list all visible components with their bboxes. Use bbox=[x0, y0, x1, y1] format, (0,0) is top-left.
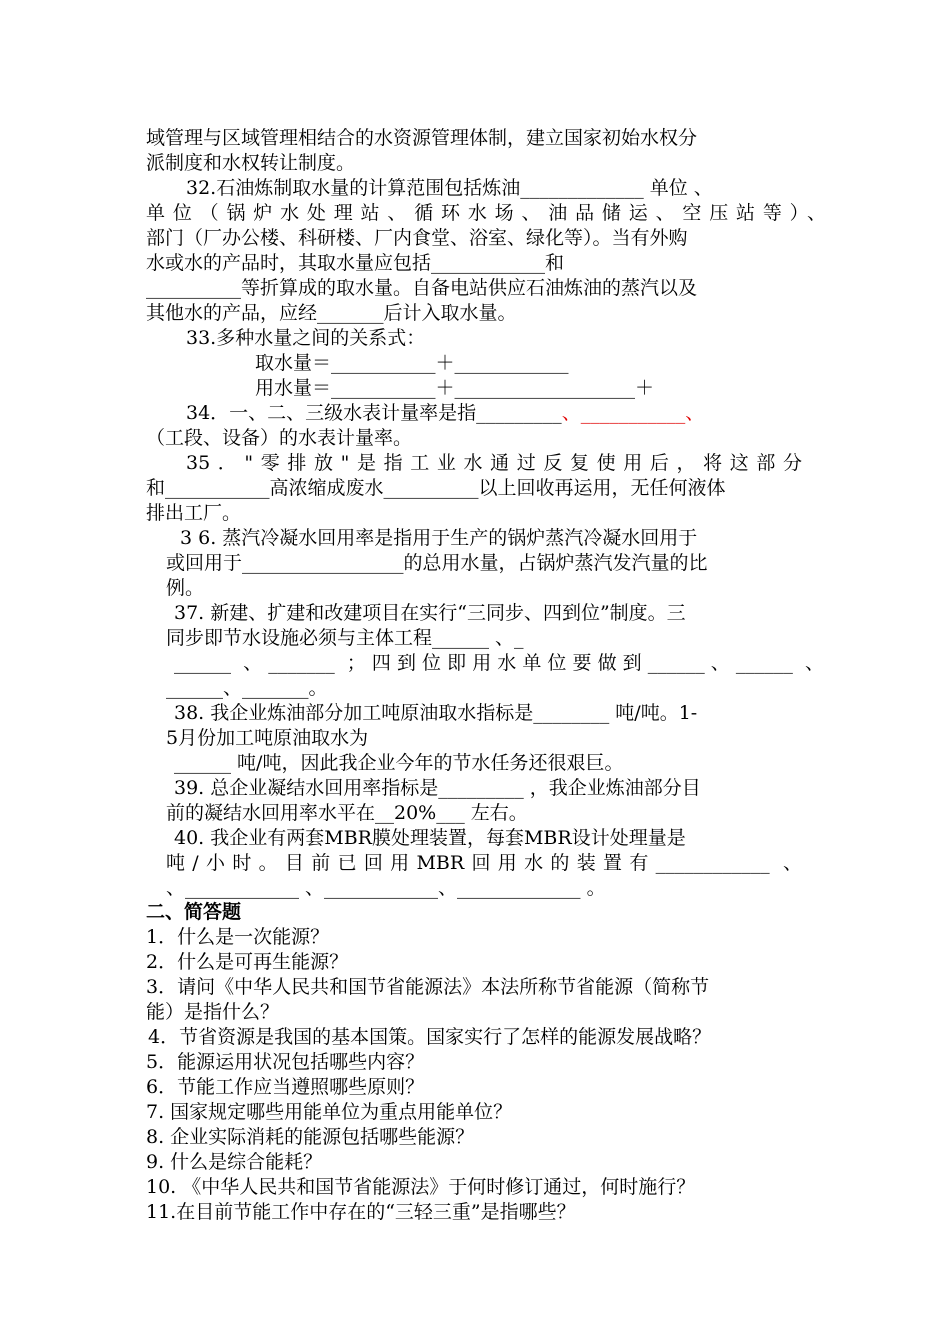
question-item: 9. 什么是综合能耗？ bbox=[146, 1151, 323, 1173]
q33-line-3: 用水量＝___________＋___________________＋ bbox=[255, 377, 655, 399]
q33-line-2: 取水量＝___________＋____________ bbox=[255, 352, 569, 374]
question-item: 能）是指什么？ bbox=[146, 1001, 280, 1023]
question-item: 2．什么是可再生能源？ bbox=[146, 951, 349, 973]
q35-line-3: 排出工厂。 bbox=[146, 502, 242, 524]
question-item: 3．请问《中华人民共和国节省能源法》本法所称节省能源（简称节 bbox=[146, 976, 710, 998]
q32-line-2: 单位（锅炉水处理站、循环水场、油品储运、空压站等）、 bbox=[146, 202, 826, 224]
question-item: 10. 《中华人民共和国节省能源法》于何时修订通过，何时施行？ bbox=[146, 1176, 696, 1198]
question-item: 7. 国家规定哪些用能单位为重点用能单位？ bbox=[146, 1101, 513, 1123]
question-item: 4．节省资源是我国的基本国策。国家实行了怎样的能源发展战略？ bbox=[148, 1026, 712, 1048]
q40-line-1: 40. 我企业有两套MBR膜处理装置，每套MBR设计处理量是 bbox=[174, 827, 686, 849]
q40-line-3: 、____________ 、____________、_____________ 。 bbox=[166, 877, 606, 899]
question-item: 1．什么是一次能源？ bbox=[146, 926, 330, 948]
q36-line-3: 例。 bbox=[166, 577, 205, 599]
q32-line-1: 32.石油炼制取水量的计算范围包括炼油_____________ 单位 、 bbox=[186, 177, 713, 199]
q40-line-2: 吨/小时。目前已回用MBR回用水的装置有____________ 、 bbox=[166, 852, 802, 874]
question-item: 5．能源运用状况包括哪些内容？ bbox=[146, 1051, 425, 1073]
question-item: 6．节能工作应当遵照哪些原则？ bbox=[146, 1076, 425, 1098]
q32-line-5: __________等折算成的取水量。自备电站供应石油炼油的蒸汽以及 bbox=[146, 277, 698, 299]
q34-line-1 bbox=[186, 401, 866, 425]
question-item: 8. 企业实际消耗的能源包括哪些能源？ bbox=[146, 1126, 475, 1148]
q36-line-2: 或回用于_________________的总用水量，占锅炉蒸汽发汽量的比 bbox=[166, 552, 708, 574]
q34-text: 34．一、二、三级水表计量率是指_________ bbox=[186, 402, 562, 424]
q35-line-1: 35．"零排放"是指工业水通过反复使用后，将这部分 bbox=[186, 452, 802, 474]
q37-line-3: ______ 、_______ ；四到位即用水单位要做到______、______ 、 bbox=[174, 652, 824, 674]
q35-line-2: 和___________高浓缩成废水__________以上回收再运用，无任何液体 bbox=[146, 477, 726, 499]
q32-line-6: 其他水的产品，应经_______后计入取水量。 bbox=[146, 302, 517, 324]
q38-line-2: 5月份加工吨原油取水为 bbox=[166, 727, 369, 749]
q38-line-1: 38. 我企业炼油部分加工吨原油取水指标是________ 吨/吨。1- bbox=[174, 702, 698, 724]
q37-line-2: 同步即节水设施必须与主体工程______ 、_ bbox=[166, 627, 524, 649]
section-heading: 二、简答题 bbox=[146, 901, 242, 923]
q39-line-2: 前的凝结水回用率水平在__20%___ 左右。 bbox=[166, 802, 528, 824]
q34-red-blank: 、___________、 bbox=[561, 402, 705, 424]
q37-line-1: 37. 新建、扩建和改建项目在实行“三同步、四到位”制度。三 bbox=[174, 602, 686, 624]
q37-line-4: ______、_______。 bbox=[166, 677, 328, 699]
q34-line-2: （工段、设备）的水表计量率。 bbox=[146, 427, 413, 449]
q33-line-1: 33.多种水量之间的关系式： bbox=[186, 327, 426, 349]
q39-line-1: 39. 总企业凝结水回用率指标是_________ ，我企业炼油部分目 bbox=[174, 777, 701, 799]
q38-line-3: ______ 吨/吨，因此我企业今年的节水任务还很艰巨。 bbox=[174, 752, 624, 774]
intro-line-1: 域管理与区域管理相结合的水资源管理体制，建立国家初始水权分 bbox=[146, 127, 698, 149]
intro-line-2: 派制度和水权转让制度。 bbox=[146, 152, 356, 174]
q32-line-3: 部门（厂办公楼、科研楼、厂内食堂、浴室、绿化等）。当有外购 bbox=[146, 227, 688, 249]
q32-line-4: 水或水的产品时，其取水量应包括____________和 bbox=[146, 252, 565, 274]
question-item: 11.在目前节能工作中存在的“三轻三重”是指哪些？ bbox=[146, 1201, 576, 1223]
q36-line-1: 3 6. 蒸汽冷凝水回用率是指用于生产的锅炉蒸汽冷凝水回用于 bbox=[180, 527, 698, 549]
